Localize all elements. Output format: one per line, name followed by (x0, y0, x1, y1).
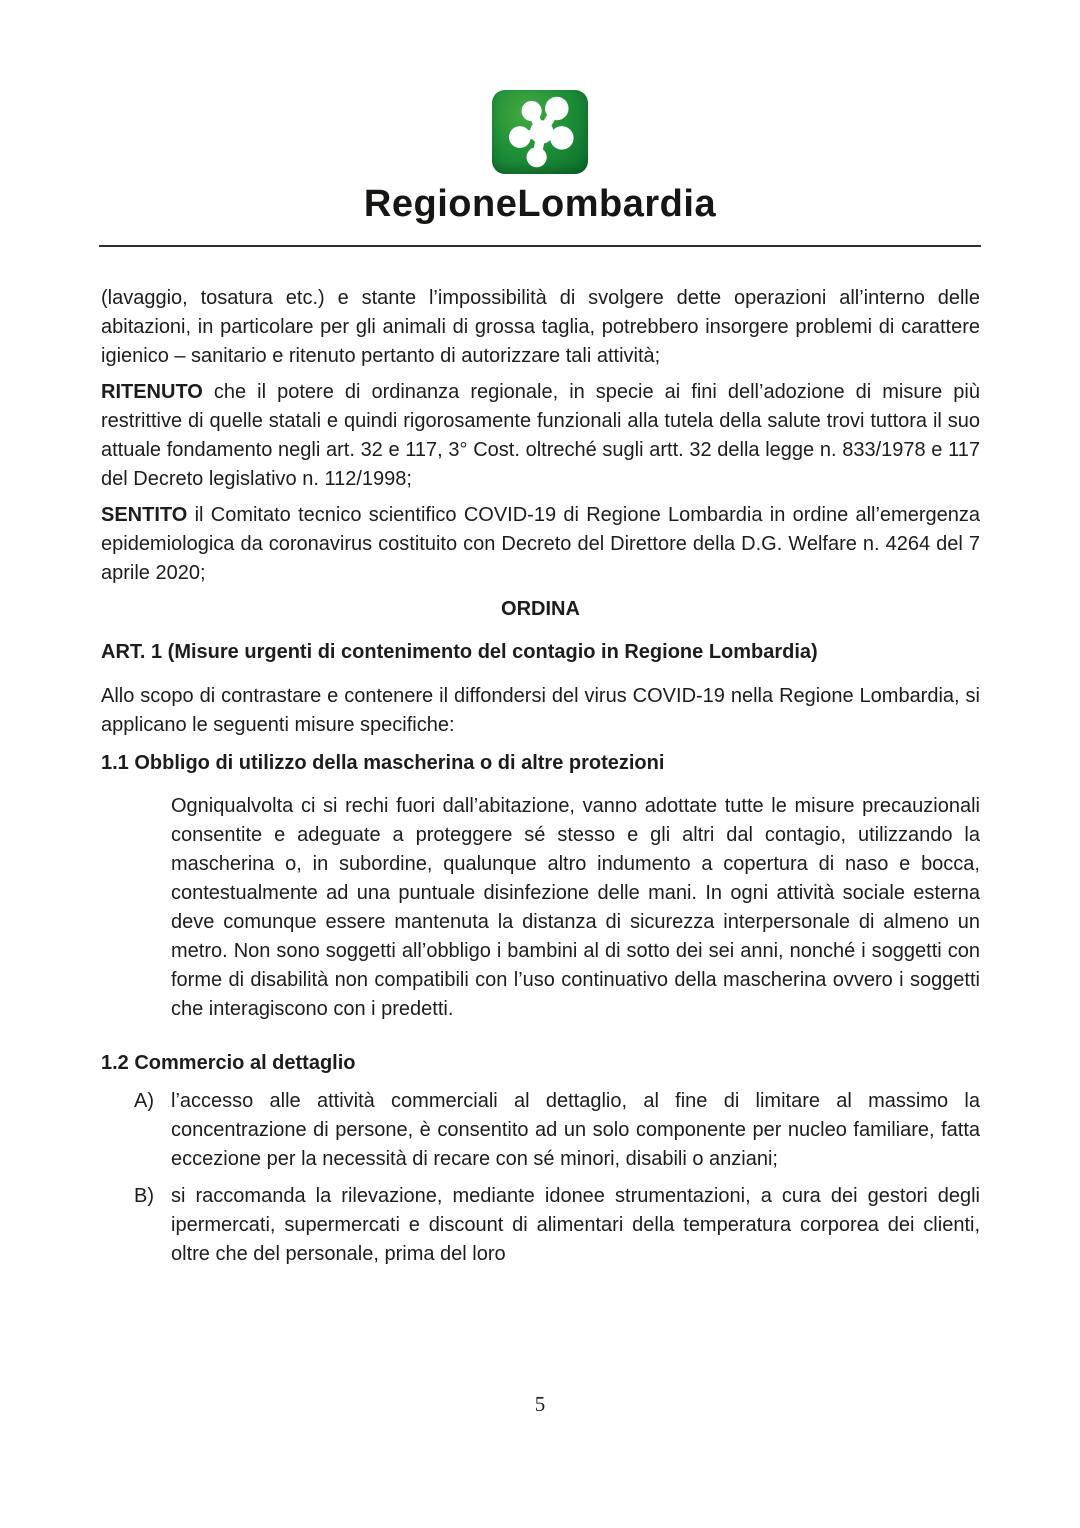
header-divider (99, 245, 981, 247)
sentito-lead: SENTITO (101, 504, 188, 526)
ritenuto-lead: RITENUTO (101, 381, 203, 403)
list-item-b-text: si raccomanda la rilevazione, mediante idonee strumentazioni, a cura dei gestori degli ipermercati, supermercati e discount di alimentari della temperatura corporea dei clienti, oltre che del personale, prima del loro (171, 1185, 980, 1265)
list-item-a-label: A) (134, 1090, 154, 1112)
ritenuto-text: che il potere di ordinanza regionale, in specie ai fini dell’adozione di misure più restrittive di quelle statali e quindi rigorosamente funzionali alla tutela della salute trovi tuttora il suo attuale fondamento negli art. 32 e 117, 3° Cost. oltreché sugli artt. 32 della legge n. 833/1978 e 117 del Decreto legislativo n. 112/1998; (101, 381, 980, 490)
ordina-heading: ORDINA (501, 598, 580, 620)
rosa-camuna-icon (492, 90, 588, 174)
section-1-1-body: Ogniqualvolta ci si rechi fuori dall’abitazione, vanno adottate tutte le misure precauzionali consentite e adeguate a proteggere sé stesso e gli altri dal contagio, utilizzando la mascherina o, in subordine, qualunque altro indumento a copertura di naso e bocca, contestualmente ad una puntuale disinfezione delle mani. In ogni attività sociale esterna deve comunque essere mantenuta la distanza di sicurezza interpersonale di almeno un metro. Non sono soggetti all’obbligo i bambini al di sotto dei sei anni, nonché i soggetti con forme di disabilità non compatibili con l’uso continuativo della mascherina ovvero i soggetti che interagiscono con i predetti. (171, 795, 980, 1020)
list-item-b-label: B) (134, 1185, 154, 1207)
brand-wordmark: RegioneLombardia (363, 183, 717, 225)
paragraph-lavaggio: (lavaggio, tosatura etc.) e stante l’impossibilità di svolgere dette operazioni all’interno delle abitazioni, in particolare per gli animali di grossa taglia, potrebbero insorgere problemi di carattere igienico – sanitario e ritenuto pertanto di autorizzare tali attività; (101, 287, 980, 367)
regione-lombardia-logo (492, 90, 588, 174)
section-1-1-heading: 1.1 Obbligo di utilizzo della mascherina o di altre protezioni (101, 752, 665, 774)
list-item-b (101, 1182, 980, 1269)
list-item-a (101, 1087, 980, 1174)
section-1-2-heading: 1.2 Commercio al dettaglio (101, 1052, 356, 1074)
sentito-text: il Comitato tecnico scientifico COVID-19 di Regione Lombardia in ordine all’emergenza epidemiologica da coronavirus costituito con Decreto del Direttore della D.G. Welfare n. 4264 del 7 aprile 2020; (101, 504, 980, 584)
document-body (101, 284, 980, 1269)
article-1-heading: ART. 1 (Misure urgenti di contenimento del contagio in Regione Lombardia) (101, 641, 818, 663)
paragraph-sentito (101, 501, 980, 588)
article-1-intro: Allo scopo di contrastare e contenere il diffondersi del virus COVID-19 nella Regione Lombardia, si applicano le seguenti misure specifiche: (101, 685, 980, 736)
paragraph-ritenuto (101, 378, 980, 494)
document-header (0, 0, 1080, 225)
list-item-a-text: l’accesso alle attività commerciali al dettaglio, al fine di limitare al massimo la concentrazione di persone, è consentito ad un solo componente per nucleo familiare, fatta eccezione per la necessità di recare con sé minori, disabili o anziani; (171, 1090, 980, 1170)
page-number: 5 (534, 1392, 546, 1416)
